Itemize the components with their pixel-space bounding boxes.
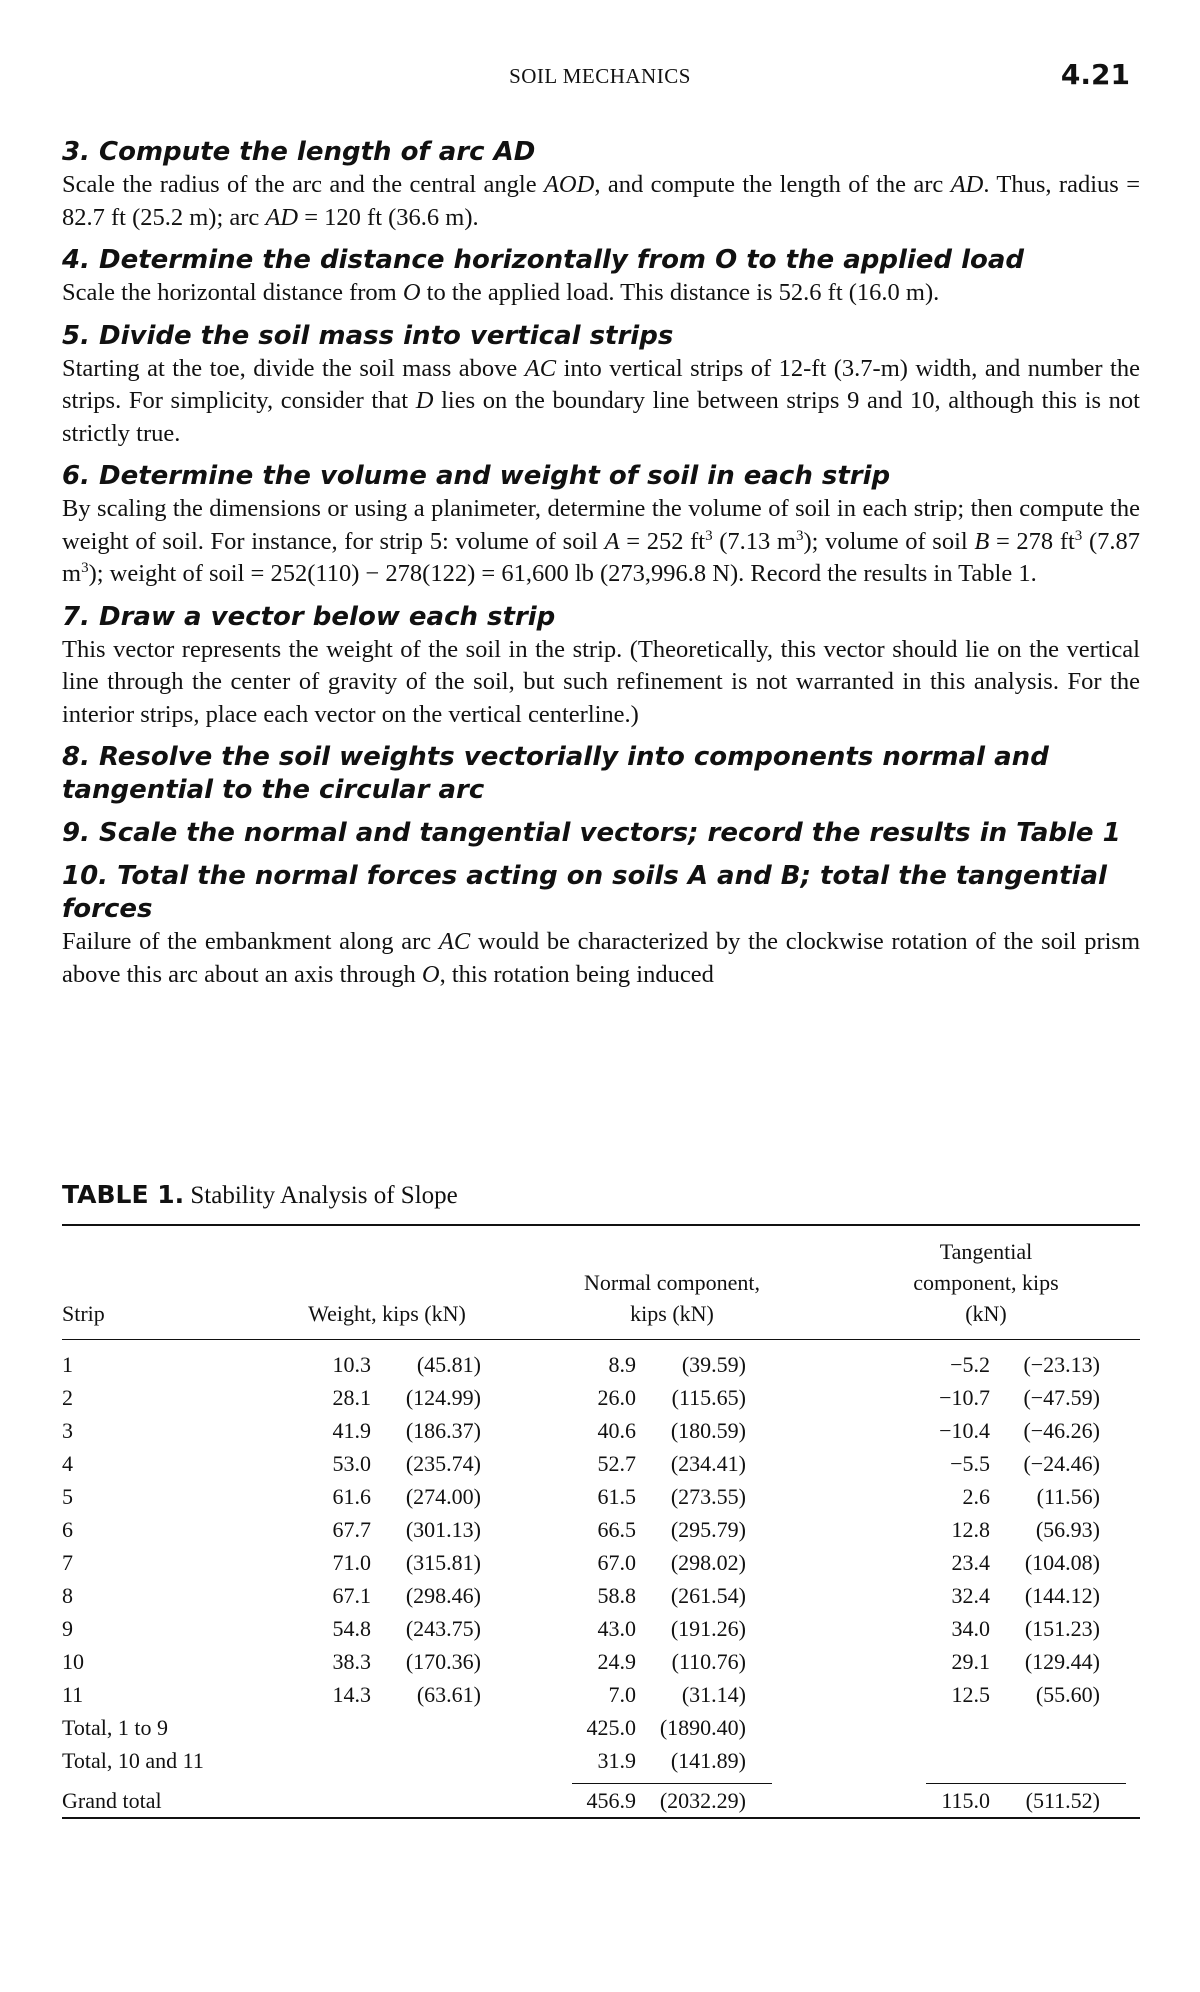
total-normal-kn: (1890.40)	[659, 1715, 746, 1740]
tangential	[926, 1447, 1126, 1480]
total-normal	[572, 1711, 772, 1744]
weight-cell	[262, 1381, 512, 1414]
weight-cell	[262, 1678, 512, 1711]
table-row	[62, 1480, 1140, 1513]
tangential-kips: −10.4	[939, 1418, 990, 1443]
weight-kn: (45.81)	[416, 1352, 481, 1377]
step-paragraph	[62, 277, 1140, 310]
step-heading: 5. Divide the soil mass into vertical strips	[62, 320, 674, 351]
strip-number: 7	[62, 1550, 73, 1575]
total-normal-cell	[512, 1744, 832, 1777]
text-run: Scale the radius of the arc and the central angle	[62, 171, 544, 198]
normal-cell	[512, 1414, 832, 1447]
table-row	[62, 1612, 1140, 1645]
strip-number: 1	[62, 1352, 73, 1377]
spacer	[62, 1340, 1140, 1348]
normal	[572, 1645, 772, 1678]
text-run: (7.13 m	[712, 527, 796, 555]
normal	[572, 1447, 772, 1480]
italic-label: AD	[950, 171, 984, 198]
weight	[307, 1678, 487, 1711]
weight-cell	[262, 1645, 512, 1678]
tangential-cell	[832, 1414, 1140, 1447]
table-caption-title: Stability Analysis of Slope	[190, 1182, 458, 1209]
weight-cell	[262, 1513, 512, 1546]
normal-kips: 58.8	[597, 1583, 636, 1608]
total-label: Total, 10 and 11	[62, 1748, 204, 1773]
normal-cell	[512, 1381, 832, 1414]
italic-label: O	[421, 960, 440, 988]
normal-kips: 8.9	[608, 1352, 636, 1377]
header-normal-line-2: kips (kN)	[630, 1301, 714, 1326]
header-tangential-line-1: Tangential	[939, 1239, 1033, 1264]
total-normal	[572, 1744, 772, 1777]
weight-kn: (243.75)	[405, 1616, 481, 1641]
step-heading: 8. Resolve the soil weights vectorially into components normal and tangential to the circular arc	[62, 742, 1049, 805]
total-normal-kips: 456.9	[586, 1788, 636, 1813]
text-run: (7.87 m	[62, 527, 1140, 587]
weight-kips: 28.1	[332, 1385, 371, 1410]
normal-kn: (234.41)	[670, 1451, 746, 1476]
tangential	[926, 1414, 1126, 1447]
weight-kn: (274.00)	[405, 1484, 481, 1509]
strip-number: 6	[62, 1517, 73, 1542]
total-tangential	[926, 1783, 1126, 1817]
tangential-cell	[832, 1381, 1140, 1414]
weight	[307, 1381, 487, 1414]
strip-number: 11	[62, 1682, 84, 1707]
normal-cell	[512, 1513, 832, 1546]
step-heading: 6. Determine the volume and weight of soil in each strip	[62, 461, 891, 491]
normal-kn: (298.02)	[670, 1550, 746, 1575]
italic-label: D	[415, 387, 434, 414]
normal-kn: (261.54)	[670, 1583, 746, 1608]
step-heading: 4. Determine the distance horizontally from O to the applied load	[62, 245, 1025, 275]
table-row	[62, 1381, 1140, 1414]
table-bottom-rule	[62, 1817, 1140, 1819]
total-normal-kn: (2032.29)	[659, 1788, 746, 1813]
tangential	[926, 1678, 1126, 1711]
italic-label: B	[974, 527, 990, 555]
tangential	[926, 1579, 1126, 1612]
table-row	[62, 1447, 1140, 1480]
total-tangential	[926, 1711, 1126, 1744]
table-row	[62, 1678, 1140, 1711]
normal-kips: 24.9	[597, 1649, 636, 1674]
table-caption	[62, 1180, 1140, 1210]
text-run: By scaling the dimensions or using a planimeter, determine the volume of soil in each strip; then compute the weight of soil. For instance, for strip 5: volume of soil	[62, 495, 1140, 555]
weight-kn: (186.37)	[405, 1418, 481, 1443]
normal-kips: 61.5	[597, 1484, 636, 1509]
normal	[572, 1612, 772, 1645]
step-8	[62, 741, 1140, 807]
step-4	[62, 244, 1140, 310]
step-paragraph	[62, 493, 1140, 591]
strip-number: 2	[62, 1385, 73, 1410]
italic-label: AC	[438, 928, 471, 955]
step-paragraph	[62, 926, 1140, 991]
normal-kips: 52.7	[597, 1451, 636, 1476]
normal-kn: (115.65)	[671, 1385, 746, 1410]
italic-label: O	[402, 279, 421, 306]
tangential-kn: (−47.59)	[1023, 1385, 1100, 1410]
weight-kn: (298.46)	[405, 1583, 481, 1608]
weight-kips: 71.0	[332, 1550, 371, 1575]
total-weight-empty	[262, 1744, 512, 1777]
strip-number: 8	[62, 1583, 73, 1608]
total-weight-empty	[262, 1777, 512, 1817]
stability-table	[62, 1226, 1140, 1817]
table-row	[62, 1546, 1140, 1579]
superscript: 3	[1074, 527, 1083, 544]
tangential-cell	[832, 1546, 1140, 1579]
weight-kips: 61.6	[332, 1484, 371, 1509]
text-run: Failure of the embankment along arc	[62, 928, 439, 955]
normal-kn: (273.55)	[670, 1484, 746, 1509]
weight-kips: 54.8	[332, 1616, 371, 1641]
normal	[572, 1678, 772, 1711]
weight-kn: (170.36)	[405, 1649, 481, 1674]
normal-kn: (110.76)	[671, 1649, 746, 1674]
weight-kn: (235.74)	[405, 1451, 481, 1476]
weight	[307, 1579, 487, 1612]
normal-kips: 67.0	[597, 1550, 636, 1575]
total-label: Grand total	[62, 1787, 162, 1813]
normal-kn: (295.79)	[670, 1517, 746, 1542]
table-row	[62, 1414, 1140, 1447]
weight-kn: (301.13)	[405, 1517, 481, 1542]
normal-kips: 7.0	[608, 1682, 636, 1707]
total-normal	[572, 1783, 772, 1817]
step-heading: 10. Total the normal forces acting on soils A and B; total the tangential forces	[62, 861, 1107, 924]
weight	[307, 1645, 487, 1678]
normal	[572, 1414, 772, 1447]
table-row	[62, 1645, 1140, 1678]
weight-kips: 14.3	[332, 1682, 371, 1707]
table-row	[62, 1348, 1140, 1381]
step-paragraph	[62, 634, 1140, 732]
text-run: Scale the horizontal distance from	[62, 279, 403, 306]
total-row	[62, 1777, 1140, 1817]
weight-kips: 38.3	[332, 1649, 371, 1674]
table-1	[62, 1180, 1140, 1819]
tangential-kn: (−24.46)	[1023, 1451, 1100, 1476]
text-run: = 278 ft	[989, 527, 1075, 555]
total-tangential-kips: 115.0	[941, 1788, 990, 1813]
table-header-row	[62, 1226, 1140, 1340]
running-head	[0, 58, 1200, 98]
tangential-cell	[832, 1612, 1140, 1645]
italic-label: AOD	[543, 171, 595, 198]
step-heading: 9. Scale the normal and tangential vectors; record the results in Table 1	[62, 818, 1121, 848]
normal-kips: 26.0	[597, 1385, 636, 1410]
step-paragraph	[62, 169, 1140, 234]
tangential-kn: (104.08)	[1024, 1550, 1100, 1575]
total-row	[62, 1711, 1140, 1744]
weight-kips: 41.9	[332, 1418, 371, 1443]
step-10	[62, 860, 1140, 991]
strip-number: 10	[62, 1649, 84, 1674]
text-run: into vertical strips of 12-ft (3.7-m) width, and number the strips. For simplicity, consider that	[62, 354, 1140, 414]
header-tangential-line-3: (kN)	[965, 1301, 1007, 1326]
italic-label: AD	[265, 203, 299, 231]
tangential-kips: 23.4	[951, 1550, 990, 1575]
text-run: ); weight of soil = 252(110) − 278(122) = 61,600 lb (273,996.8 N). Record the results in Table 1.	[88, 560, 1037, 587]
page-number: 4.21	[1060, 58, 1130, 91]
normal	[572, 1546, 772, 1579]
tangential-kips: 12.5	[951, 1682, 990, 1707]
tangential-kips: −10.7	[939, 1385, 990, 1410]
strip-number: 3	[62, 1418, 73, 1443]
total-weight-empty	[262, 1711, 512, 1744]
header-tangential-line-2: component, kips	[913, 1270, 1059, 1295]
total-label: Total, 1 to 9	[62, 1715, 169, 1740]
step-6	[62, 460, 1140, 591]
table-caption-label: TABLE 1.	[62, 1180, 185, 1209]
tangential	[926, 1513, 1126, 1546]
normal-kn: (39.59)	[681, 1352, 746, 1377]
superscript: 3	[705, 527, 713, 544]
tangential	[926, 1348, 1126, 1381]
text-run: This vector represents the weight of the soil in the strip. (Theoretically, this vector should lie on the vertical line through the center of gravity of the soil, but such refinement is not warranted in this analysis. For the interior strips, place each vector on the vertical centerline.)	[62, 635, 1140, 728]
weight-cell	[262, 1612, 512, 1645]
weight-kn: (315.81)	[405, 1550, 481, 1575]
strip-number: 4	[62, 1451, 73, 1476]
normal-cell	[512, 1546, 832, 1579]
tangential	[926, 1546, 1126, 1579]
normal	[572, 1480, 772, 1513]
normal-kn: (31.14)	[681, 1682, 746, 1707]
normal-cell	[512, 1480, 832, 1513]
weight-cell	[262, 1579, 512, 1612]
weight	[307, 1546, 487, 1579]
strip-number: 9	[62, 1616, 73, 1641]
tangential-kips: −5.5	[950, 1451, 990, 1476]
weight	[307, 1480, 487, 1513]
tangential-kips: 34.0	[951, 1616, 990, 1641]
weight-cell	[262, 1447, 512, 1480]
tangential-kn: (−23.13)	[1023, 1352, 1100, 1377]
step-5	[62, 320, 1140, 451]
normal-cell	[512, 1348, 832, 1381]
tangential-cell	[832, 1447, 1140, 1480]
normal-cell	[512, 1447, 832, 1480]
total-tangential-cell	[832, 1711, 1140, 1744]
total-normal-kips: 425.0	[586, 1715, 636, 1740]
text-run: would be characterized by the clockwise rotation of the soil prism above this arc about an axis through	[62, 928, 1140, 988]
normal-cell	[512, 1645, 832, 1678]
weight-kn: (124.99)	[405, 1385, 481, 1410]
weight-cell	[262, 1480, 512, 1513]
tangential-kn: (151.23)	[1024, 1616, 1100, 1641]
normal	[572, 1513, 772, 1546]
text-run: to the applied load. This distance is 52.6 ft (16.0 m).	[420, 279, 940, 306]
weight	[307, 1612, 487, 1645]
text-run: , and compute the length of the arc	[594, 171, 951, 198]
weight-kn: (63.61)	[416, 1682, 481, 1707]
text-run: , this rotation being induced	[439, 960, 714, 988]
normal-kn: (191.26)	[670, 1616, 746, 1641]
normal-kips: 66.5	[597, 1517, 636, 1542]
total-tangential-kn: (511.52)	[1025, 1788, 1100, 1813]
tangential-cell	[832, 1645, 1140, 1678]
normal-kips: 43.0	[597, 1616, 636, 1641]
total-tangential	[926, 1744, 1126, 1777]
text-run: = 120 ft (36.6 m).	[298, 203, 479, 231]
step-heading: 7. Draw a vector below each strip	[62, 601, 556, 632]
tangential-kn: (55.60)	[1035, 1682, 1100, 1707]
tangential-cell	[832, 1348, 1140, 1381]
tangential-kips: 29.1	[951, 1649, 990, 1674]
tangential	[926, 1381, 1126, 1414]
normal	[572, 1579, 772, 1612]
text-run: Starting at the toe, divide the soil mass above	[62, 354, 525, 382]
total-normal-kips: 31.9	[597, 1748, 636, 1773]
text-run: = 252 ft	[619, 527, 706, 555]
italic-label: A	[604, 527, 620, 555]
weight	[307, 1414, 487, 1447]
superscript: 3	[81, 559, 89, 576]
tangential	[926, 1480, 1126, 1513]
step-7	[62, 601, 1140, 732]
tangential-kips: 12.8	[951, 1517, 990, 1542]
total-normal-kn: (141.89)	[670, 1748, 746, 1773]
step-heading: 3. Compute the length of arc AD	[62, 137, 536, 167]
tangential-cell	[832, 1678, 1140, 1711]
normal	[572, 1348, 772, 1381]
text-run: lies on the boundary line between strips 9 and 10, although this is not strictly true.	[62, 387, 1140, 447]
tangential	[926, 1612, 1126, 1645]
total-normal-cell	[512, 1711, 832, 1744]
weight-kips: 67.1	[332, 1583, 371, 1608]
tangential-kips: 32.4	[951, 1583, 990, 1608]
step-3	[62, 136, 1140, 234]
header-normal-line-1: Normal component,	[584, 1270, 760, 1295]
weight-cell	[262, 1414, 512, 1447]
total-row	[62, 1744, 1140, 1777]
total-normal-cell	[512, 1777, 832, 1817]
tangential-kn: (56.93)	[1035, 1517, 1100, 1542]
weight	[307, 1513, 487, 1546]
tangential-kn: (−46.26)	[1023, 1418, 1100, 1443]
tangential-kn: (129.44)	[1024, 1649, 1100, 1674]
header-tangential	[832, 1226, 1140, 1340]
table-row	[62, 1579, 1140, 1612]
normal-cell	[512, 1678, 832, 1711]
tangential-kn: (11.56)	[1036, 1484, 1100, 1509]
step-paragraph	[62, 353, 1140, 451]
total-tangential-cell	[832, 1777, 1140, 1817]
tangential-kips: 2.6	[962, 1484, 990, 1509]
tangential-cell	[832, 1480, 1140, 1513]
tangential-cell	[832, 1579, 1140, 1612]
total-tangential-cell	[832, 1744, 1140, 1777]
text-run: ); volume of soil	[803, 527, 975, 555]
running-title: SOIL MECHANICS	[509, 64, 691, 88]
tangential-cell	[832, 1513, 1140, 1546]
body-text	[62, 136, 1140, 1001]
weight-kips: 10.3	[332, 1352, 371, 1377]
weight	[307, 1348, 487, 1381]
normal-cell	[512, 1612, 832, 1645]
table-row	[62, 1513, 1140, 1546]
header-weight: Weight, kips (kN)	[308, 1301, 466, 1326]
superscript: 3	[795, 527, 804, 544]
weight-cell	[262, 1348, 512, 1381]
tangential	[926, 1645, 1126, 1678]
normal-kn: (180.59)	[670, 1418, 746, 1443]
tangential-kn: (144.12)	[1024, 1583, 1100, 1608]
tangential-kips: −5.2	[950, 1352, 990, 1377]
normal-cell	[512, 1579, 832, 1612]
header-normal	[512, 1226, 832, 1340]
weight-cell	[262, 1546, 512, 1579]
weight-kips: 67.7	[332, 1517, 371, 1542]
weight	[307, 1447, 487, 1480]
italic-label: AC	[524, 354, 557, 382]
weight-kips: 53.0	[332, 1451, 371, 1476]
header-strip: Strip	[62, 1301, 105, 1326]
text-run: . Thus, radius = 82.7 ft (25.2 m); arc	[62, 171, 1141, 231]
step-9	[62, 817, 1140, 850]
normal	[572, 1381, 772, 1414]
normal-kips: 40.6	[597, 1418, 636, 1443]
strip-number: 5	[62, 1484, 73, 1509]
